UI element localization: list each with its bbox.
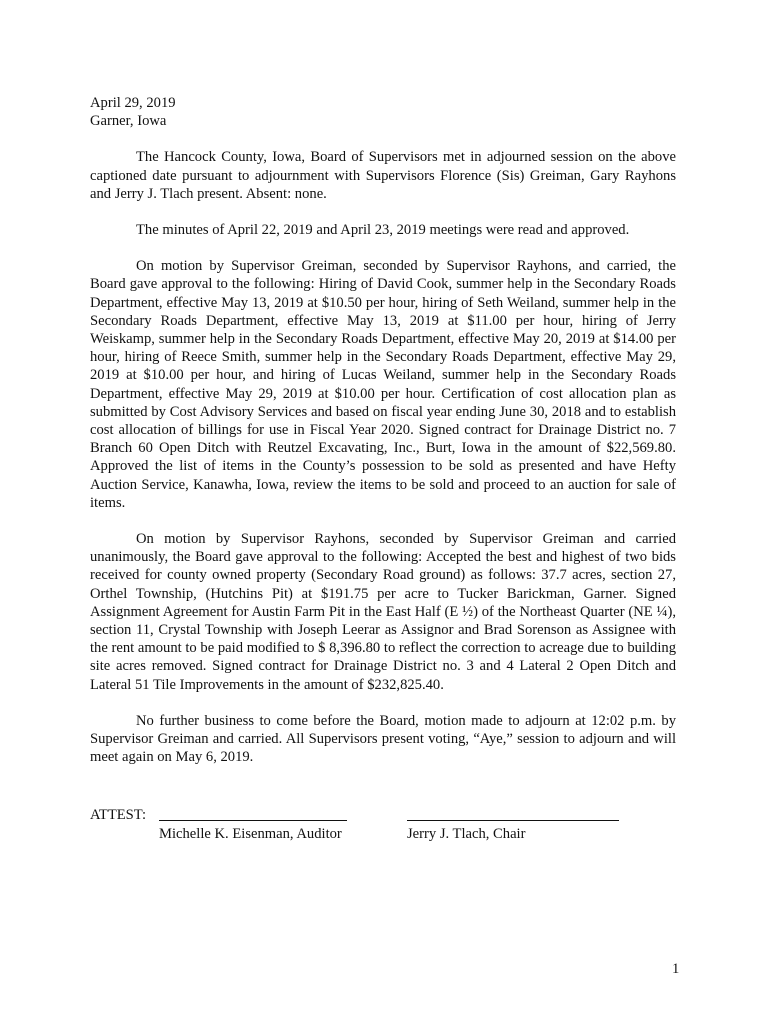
meeting-location: Garner, Iowa	[90, 113, 167, 130]
spacer	[90, 239, 676, 257]
meeting-date: April 29, 2019	[90, 95, 176, 111]
paragraph-adjournment: No further business to come before the Board, motion made to adjourn at 12:02 p.m. by Supervisor Greiman and carried. All Supervisors present voting, “Aye,” session to adjourn and will meet again on May 6, 2019.	[90, 712, 676, 766]
chair-name: Jerry J. Tlach, Chair	[407, 826, 526, 842]
auditor-signature-line	[159, 820, 347, 821]
paragraph-minutes-approved: The minutes of April 22, 2019 and April 23, 2019 meetings were read and approved.	[136, 222, 630, 239]
auditor-name: Michelle K. Eisenman, Auditor	[159, 826, 342, 842]
spacer	[90, 694, 676, 712]
spacer	[90, 512, 676, 530]
paragraph-attendance: The Hancock County, Iowa, Board of Supervisors met in adjourned session on the above captioned date pursuant to adjournment with Supervisors Florence (Sis) Greiman, Gary Rayhons and Jerry J. Tlach present. Absent: none.	[90, 149, 676, 202]
signature-block	[90, 806, 676, 850]
paragraph-motion-greiman: On motion by Supervisor Greiman, seconded by Supervisor Rayhons, and carried, the Board gave approval to the following: Hiring of David Cook, summer help in the Secondary Roads Department, effective May 13, 2019 at $10.50 per hour, hiring of Seth Weiland, summer help in the Secondary Roads Department, effective May 13, 2019 at $11.00 per hour, hiring of Jerry Weiskamp, summer help in the Secondary Roads Department, effective May 20, 2019 at $14.00 per hour, hiring of Reece Smith, summer help in the Secondary Roads Department, effective May 29, 2019 at $10.00 per hour, and hiring of Lucas Weiland, summer help in the Secondary Roads Department, effective May 29, 2019 at $10.00 per hour. Certification of cost allocation plan as submitted by Cost Advisory Services and based on fiscal year ending June 30, 2018 and to establish cost allocation of billings for use in Fiscal Year 2020. Signed contract for Drainage District no. 7 Branch 60 Open Ditch with Reutzel Excavating, Inc., Burt, Iowa in the amount of $22,569.80. Approved the list of items in the County’s possession to be sold as presented and have Hefty Auction Service, Kanawha, Iowa, review the items to be sold and proceed to an auction for sale of items.	[90, 258, 676, 511]
paragraph-motion-rayhons: On motion by Supervisor Rayhons, seconded by Supervisor Greiman and carried unanimously, the Board gave approval to the following: Accepted the best and highest of two bids received for county owned property (Secondary Road ground) as follows: 37.7 acres, section 27, Orthel Township, (Hutchins Pit) at $191.75 per acre to Tucker Barickman, Garner. Signed Assignment Agreement for Austin Farm Pit in the East Half (E ½) of the Northeast Quarter (NE ¼), section 11, Crystal Township with Joseph Leerar as Assignor and Brad Sorenson as Assignee with the rent amount to be paid modified to $ 8,396.80 to reflect the correction to acreage due to building site acres removed. Signed contract for Drainage District no. 3 and 4 Lateral 2 Open Ditch and Lateral 51 Tile Improvements in the amount of $232,825.40.	[90, 531, 676, 693]
page-number: 1	[672, 961, 680, 977]
chair-signature-line	[407, 820, 619, 821]
attest-label: ATTEST:	[90, 807, 147, 823]
spacer	[90, 203, 676, 221]
minutes-body	[90, 94, 676, 767]
spacer	[90, 130, 676, 148]
